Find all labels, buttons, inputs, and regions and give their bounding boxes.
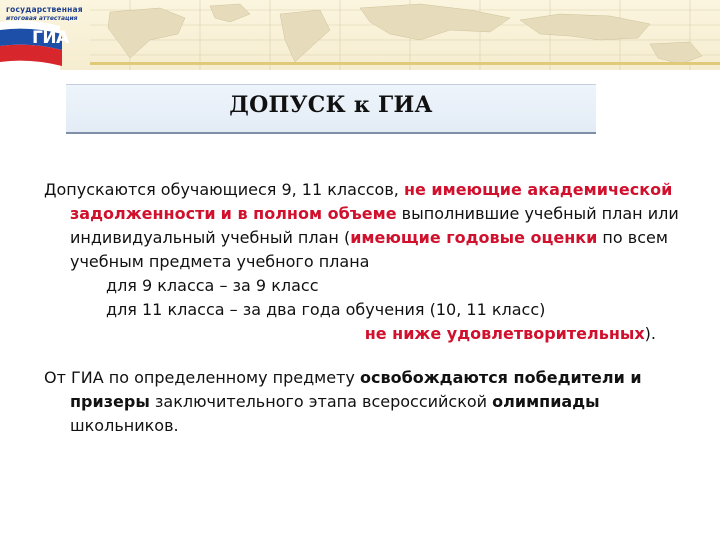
highlight-no-debt: не имеющие академической задолженности (70, 180, 673, 223)
text-span: От ГИА по определенному предмету (44, 368, 360, 387)
text-span: заключительного этапа всероссийской (149, 392, 493, 411)
bold-exempt: освобождаются победители и призеры (70, 368, 642, 411)
sub-item-grade-11: для 11 класса – за два года обучения (10, 11 класс) (106, 300, 546, 319)
bold-olympiad: олимпиады (492, 392, 600, 411)
gia-logo (0, 0, 92, 70)
text-span: по всем учебным предмета учебного плана (70, 228, 668, 271)
highlight-satisfactory: не ниже удовлетворительных (364, 324, 645, 343)
highlight-annual-grades: имеющие годовые оценки (350, 228, 598, 247)
logo-title: государственная (6, 5, 83, 14)
text-span: ). (644, 324, 656, 343)
admission-paragraph (44, 178, 694, 274)
world-map-background (90, 0, 720, 70)
title-box (66, 84, 596, 134)
exemption-paragraph (44, 366, 694, 438)
text-span: выполнившие учебный план или индивидуальный учебный план ( (70, 204, 679, 247)
page-title: ДОПУСК к ГИА (229, 92, 433, 118)
text-span: Допускаются обучающиеся 9, 11 классов, (44, 180, 404, 199)
logo-mark: ГИА (32, 28, 69, 48)
logo-subtitle: итоговая аттестация (6, 15, 78, 22)
slide-content (44, 178, 694, 438)
highlight-full-volume: и в полном объеме (220, 204, 397, 223)
sub-item-grade-9: для 9 класса – за 9 класс (106, 276, 319, 295)
spacer (44, 346, 694, 366)
final-line (44, 322, 694, 346)
header-band (0, 0, 720, 70)
text-span: школьников. (70, 416, 179, 435)
